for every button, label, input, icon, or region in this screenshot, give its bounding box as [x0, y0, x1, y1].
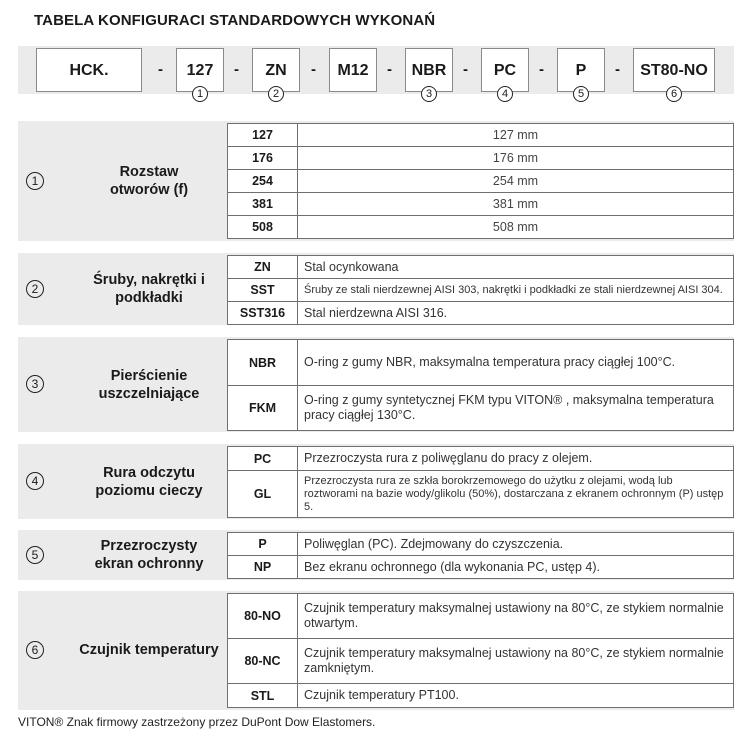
section-label: Pierścienie uszczelniające — [98, 368, 200, 402]
table-row: STL Czujnik temperatury PT100. — [228, 684, 734, 708]
spacing-table — [227, 123, 734, 239]
table-row: GL Przezroczysta rura ze szkła borokrzemowego do użytku z olejami, wodą lub roztworami na bazie wody/glikolu (50%), dostarczana z ekranem ochronnym (P) ustęp 5. — [228, 471, 734, 518]
table-row: 127 127 mm — [228, 124, 734, 147]
code-separator: - — [387, 61, 392, 78]
footnote: VITON® Znak firmowy zastrzeżony przez DuPont Dow Elastomers. — [18, 715, 376, 729]
section-number-icon: 3 — [26, 375, 44, 393]
table-row: 381 381 mm — [228, 193, 734, 216]
code-part-tube: PC — [481, 48, 529, 92]
marker-4-icon: 4 — [497, 86, 513, 102]
section-label: Rura odczytu poziomu cieczy — [95, 465, 203, 499]
marker-2-icon: 2 — [268, 86, 284, 102]
table-row: PC Przezroczysta rura z poliwęglanu do pracy z olejem. — [228, 447, 734, 471]
section-number-icon: 4 — [26, 472, 44, 490]
shield-table — [227, 532, 734, 579]
code-part-series: HCK. — [36, 48, 142, 92]
table-row: SST316 Stal nierdzewna AISI 316. — [228, 302, 734, 325]
table-row: ZN Stal ocynkowana — [228, 256, 734, 279]
table-row: P Poliwęglan (PC). Zdejmowany do czyszczenia. — [228, 533, 734, 556]
marker-1-icon: 1 — [192, 86, 208, 102]
section-label: Przezroczysty ekran ochronny — [94, 538, 204, 572]
section-label: Rozstaw otworów (f) — [109, 164, 189, 198]
code-part-seals: NBR — [405, 48, 453, 92]
section-label: Czujnik temperatury — [79, 642, 219, 658]
section-label: Śruby, nakrętki i podkładki — [93, 272, 205, 306]
marker-3-icon: 3 — [421, 86, 437, 102]
table-row: NBR O-ring z gumy NBR, maksymalna temperatura pracy ciągłej 100°C. — [228, 340, 734, 386]
table-row: SST Śruby ze stali nierdzewnej AISI 303, nakrętki i podkładki ze stali nierdzewnej AISI 304. — [228, 279, 734, 302]
code-separator: - — [539, 61, 544, 78]
table-row: NP Bez ekranu ochronnego (dla wykonania PC, ustęp 4). — [228, 556, 734, 579]
table-row: 80-NC Czujnik temperatury maksymalnej ustawiony na 80°C, ze stykiem normalnie zamkniętym. — [228, 639, 734, 684]
code-part-shield: P — [557, 48, 605, 92]
section-number-icon: 5 — [26, 546, 44, 564]
code-part-bolts: ZN — [252, 48, 300, 92]
level-tube-table — [227, 446, 734, 518]
bolts-table — [227, 255, 734, 325]
marker-6-icon: 6 — [666, 86, 682, 102]
section-number-icon: 2 — [26, 280, 44, 298]
table-row: 508 508 mm — [228, 216, 734, 239]
code-separator: - — [311, 61, 316, 78]
section-number-icon: 6 — [26, 641, 44, 659]
table-row: 254 254 mm — [228, 170, 734, 193]
table-row: 176 176 mm — [228, 147, 734, 170]
code-part-thread: M12 — [329, 48, 377, 92]
marker-5-icon: 5 — [573, 86, 589, 102]
page-title: TABELA KONFIGURACI STANDARDOWYCH WYKONAŃ — [34, 12, 436, 29]
code-separator: - — [463, 61, 468, 78]
code-separator: - — [234, 61, 239, 78]
table-row: 80-NO Czujnik temperatury maksymalnej ustawiony na 80°C, ze stykiem normalnie otwartym. — [228, 594, 734, 639]
seals-table — [227, 339, 734, 431]
code-separator: - — [158, 61, 163, 78]
temp-sensor-table — [227, 593, 734, 708]
code-separator: - — [615, 61, 620, 78]
code-part-spacing: 127 — [176, 48, 224, 92]
table-row: FKM O-ring z gumy syntetycznej FKM typu VITON® , maksymalna temperatura pracy ciągłej 130°C. — [228, 386, 734, 431]
section-number-icon: 1 — [26, 172, 44, 190]
code-part-sensor: ST80-NO — [633, 48, 715, 92]
